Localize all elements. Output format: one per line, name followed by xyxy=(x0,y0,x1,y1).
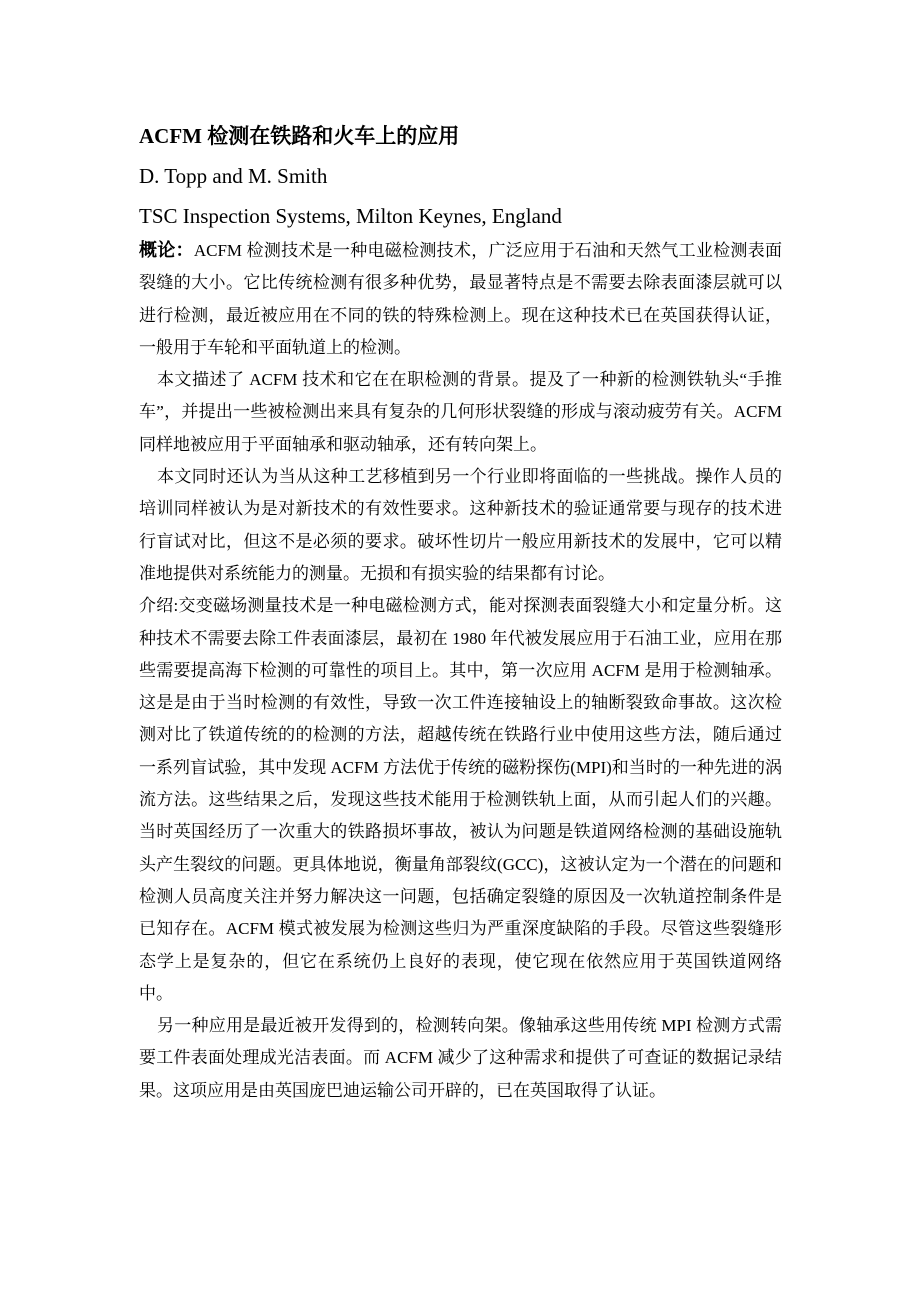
abstract-label: 概论： xyxy=(139,240,194,260)
document-title: ACFM 检测在铁路和火车上的应用 xyxy=(139,124,460,148)
abstract-paragraph-3: 本文同时还认为当从这种工艺移植到另一个行业即将面临的一些挑战。操作人员的培训同样被认为是对新技术的有效性要求。这种新技术的验证通常要与现存的技术进行盲试对比，但这不是必须的要求。破坏性切片一般应用新技术的发展中，它可以精准地提供对系统能力的测量。无损和有损实验的结果都有讨论。 xyxy=(139,467,782,583)
abstract-paragraph-2: 本文描述了 ACFM 技术和它在在职检测的背景。提及了一种新的检测铁轨头“手推车”，并提出一些被检测出来具有复杂的几何形状裂缝的形成与滚动疲劳有关。ACFM 同样地被应用于平面轴承和驱动轴承，还有转向架上。 xyxy=(139,370,782,454)
document-page xyxy=(139,118,782,1107)
abstract-text-1: ACFM 检测技术是一种电磁检测技术，广泛应用于石油和天然气工业检测表面裂缝的大小。它比传统检测有很多种优势，最显著特点是不需要去除表面漆层就可以进行检测，最近被应用在不同的铁的特殊检测上。现在这种技术已在英国获得认证，一般用于车轮和平面轨道上的检测。 xyxy=(139,241,782,357)
intro-paragraph-1 xyxy=(139,590,782,1010)
intro-text-1: 交变磁场测量技术是一种电磁检测方式，能对探测表面裂缝大小和定量分析。这种技术不需要去除工件表面漆层，最初在 1980 年代被发展应用于石油工业，应用在那些需要提高海下检测的可靠性的项目上。其中，第一次应用 ACFM 是用于检测轴承。这是是由于当时检测的有效性，导致一次工件连接轴设上的轴断裂致命事故。这次检测对比了铁道传统的的检测的方法，超越传统在铁路行业中使用这些方法，随后通过一系列盲试验，其中发现 ACFM 方法优于传统的磁粉探伤(MPI)和当时的一种先进的涡流方法。这些结果之后，发现这些技术能用于检测铁轨上面，从而引起人们的兴趣。当时英国经历了一次重大的铁路损坏事故，被认为问题是铁道网络检测的基础设施轨头产生裂纹的问题。更具体地说，衡量角部裂纹(GCC)，这被认定为一个潜在的问题和检测人员高度关注并努力解决这一问题，包括确定裂缝的原因及一次轨道控制条件是已知存在。ACFM 模式被发展为检测这些归为严重深度缺陷的手段。尽管这些裂缝形态学上是复杂的，但它在系统仍上良好的表现，使它现在依然应用于英国铁道网络中。 xyxy=(139,596,782,1003)
document-authors: D. Topp and M. Smith xyxy=(139,164,328,188)
intro-paragraph-2: 另一种应用是最近被开发得到的，检测转向架。像轴承这些用传统 MPI 检测方式需要工件表面处理成光洁表面。而 ACFM 减少了这种需求和提供了可查证的数据记录结果。这项应用是由英国庞巴迪运输公司开辟的，已在英国取得了认证。 xyxy=(139,1016,782,1100)
abstract-paragraph-1 xyxy=(139,234,782,364)
document-affiliation: TSC Inspection Systems, Milton Keynes, England xyxy=(139,204,562,228)
intro-label: 介绍: xyxy=(139,596,179,616)
